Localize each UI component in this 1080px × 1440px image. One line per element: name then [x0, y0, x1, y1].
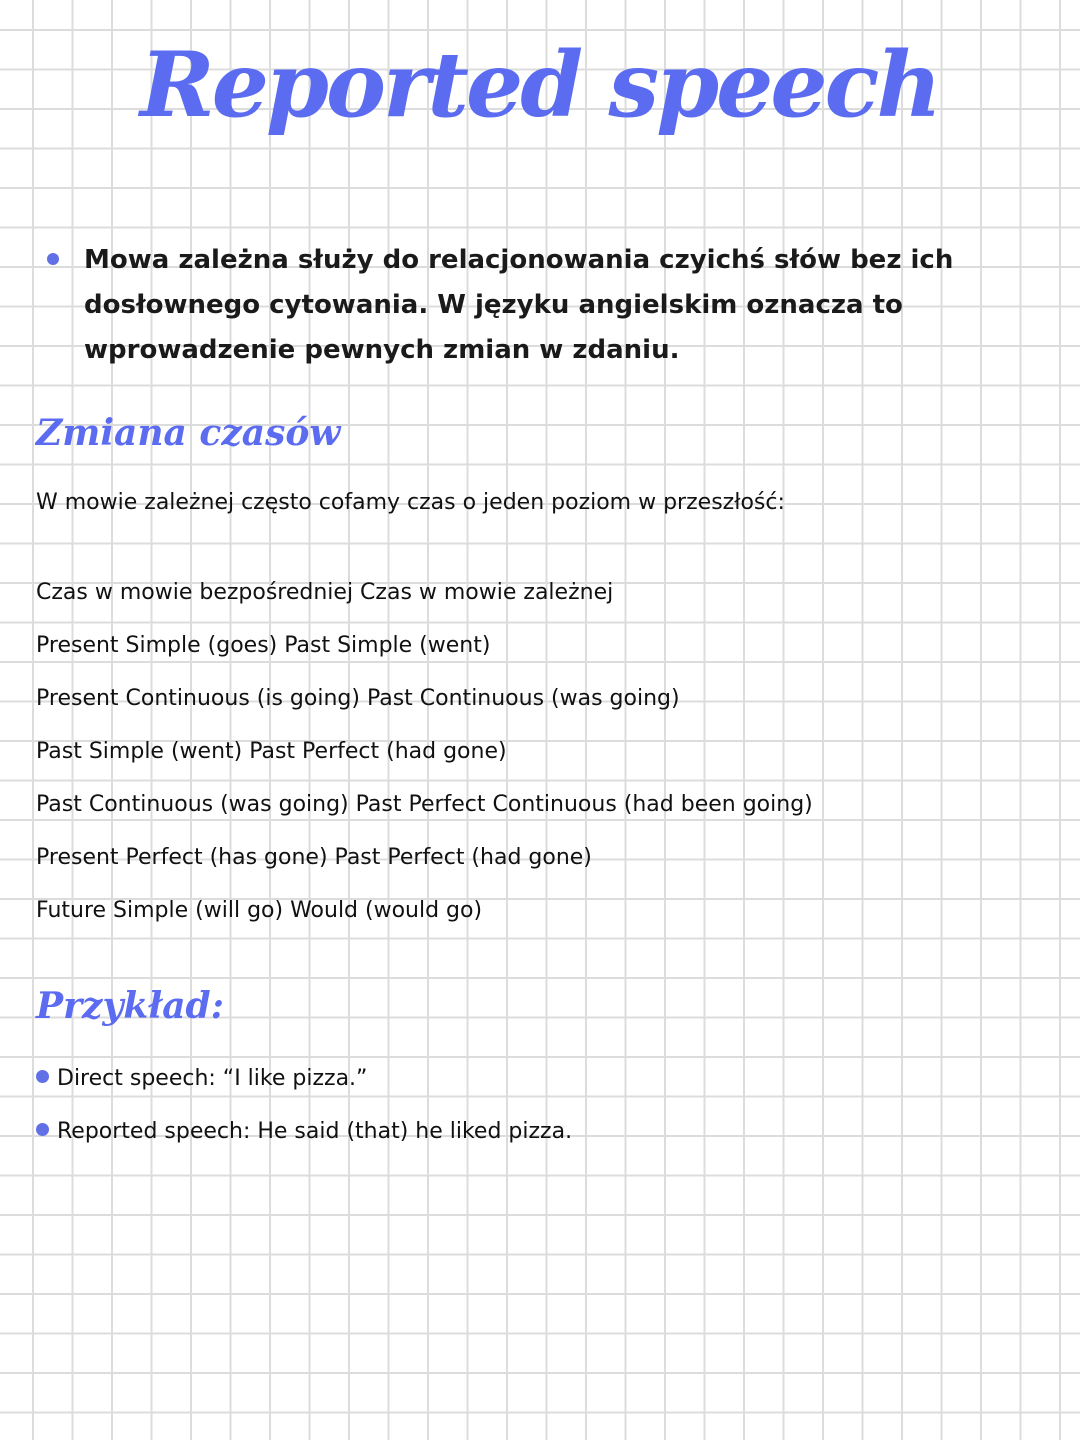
bullet-icon: [36, 1070, 49, 1083]
section-heading-tenses: Zmiana czasów: [36, 412, 341, 454]
tenses-lead: W mowie zależnej często cofamy czas o jeden poziom w przeszłość:: [36, 490, 785, 515]
example-item: [36, 1066, 367, 1091]
table-row: Present Continuous (is going) Past Continuous (was going): [36, 686, 680, 711]
intro-text: Mowa zależna służy do relacjonowania czyichś słów bez ich dosłownego cytowania. W języku angielskim oznacza to wprowadzenie pewnych zmian w zdaniu.: [84, 245, 954, 365]
example-item: [36, 1119, 572, 1144]
section-heading-example: Przykład:: [36, 985, 224, 1027]
table-row: Present Perfect (has gone) Past Perfect (had gone): [36, 845, 592, 870]
table-row: Present Simple (goes) Past Simple (went): [36, 633, 491, 658]
table-header: Czas w mowie bezpośredniej Czas w mowie zależnej: [36, 580, 614, 605]
example-direct: Direct speech: “I like pizza.”: [57, 1066, 368, 1091]
bullet-icon: [47, 253, 59, 265]
table-row: Future Simple (will go) Would (would go): [36, 898, 483, 923]
page-title: Reported speech: [140, 32, 939, 138]
table-row: Past Simple (went) Past Perfect (had gone): [36, 739, 507, 764]
table-row: Past Continuous (was going) Past Perfect Continuous (had been going): [36, 792, 813, 817]
bullet-icon: [36, 1123, 49, 1136]
example-reported: Reported speech: He said (that) he liked pizza.: [57, 1119, 573, 1144]
